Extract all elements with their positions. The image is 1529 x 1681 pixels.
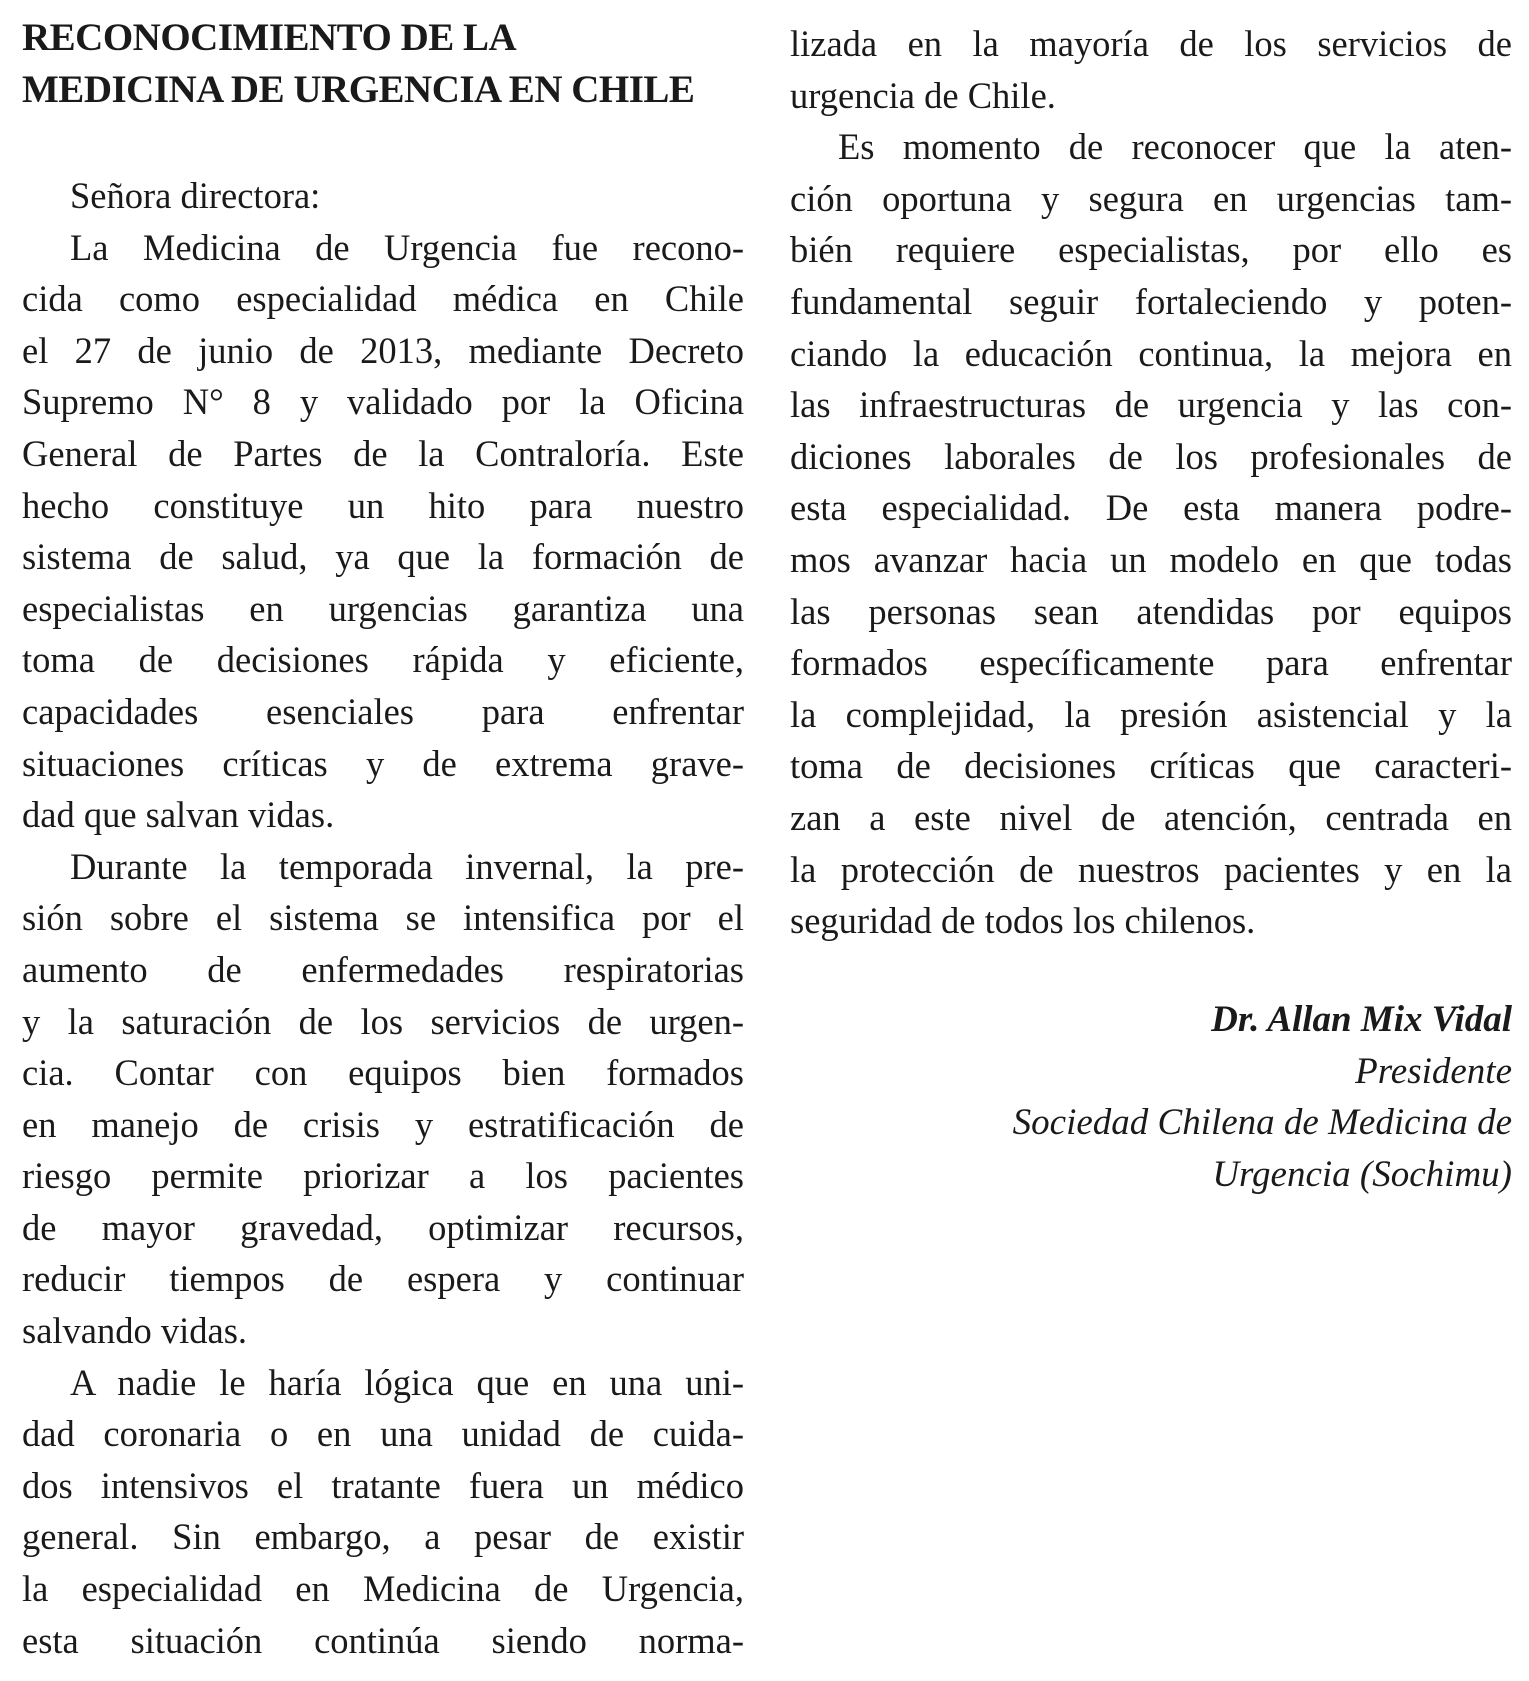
signature-org-line-1: Sociedad Chilena de Medicina de: [1012, 1102, 1512, 1144]
text-line: fundamental seguir fortaleciendo y poten-: [790, 280, 1512, 322]
text-line: las personas sean atendidas por equipos: [790, 590, 1512, 632]
text-line: seguridad de todos los chilenos.: [790, 900, 1256, 942]
text-line: Señora directora:: [70, 175, 321, 216]
text-line: formados específicamente para enfrentar: [790, 642, 1512, 684]
text-line: mos avanzar hacia un modelo en que todas: [790, 538, 1512, 580]
text-line: esta situación continúa siendo norma-: [22, 1619, 744, 1661]
text-line: toma de decisiones críticas que caracteri-: [790, 745, 1512, 787]
text-line: dad coronaria o en una unidad de cuida-: [22, 1413, 744, 1455]
signature-org-line-2: Urgencia (Sochimu): [1212, 1153, 1512, 1195]
text-line: situaciones críticas y de extrema grave-: [22, 742, 744, 784]
text-line: General de Partes de la Contraloría. Este: [22, 432, 744, 474]
text-line: aumento de enfermedades respiratorias: [22, 948, 744, 990]
text-line: y la saturación de los servicios de urgen-: [22, 1000, 744, 1042]
text-line: Supremo N° 8 y validado por la Oficina: [22, 381, 744, 423]
text-line: toma de decisiones rápida y eficiente,: [22, 639, 744, 681]
text-line: de mayor gravedad, optimizar recursos,: [22, 1206, 744, 1248]
text-line: sistema de salud, ya que la formación de: [22, 536, 744, 578]
text-line: la protección de nuestros pacientes y en la: [790, 848, 1512, 890]
text-line: las infraestructuras de urgencia y las con-: [790, 384, 1512, 426]
text-line: especialistas en urgencias garantiza una: [22, 587, 744, 629]
text-line: Durante la temporada invernal, la pre-: [70, 845, 744, 887]
text-line: cia. Contar con equipos bien formados: [22, 1052, 744, 1094]
headline-line-2: MEDICINA DE URGENCIA EN CHILE: [22, 68, 695, 111]
text-line: diciones laborales de los profesionales de: [790, 435, 1512, 477]
signature-role: Presidente: [1355, 1050, 1512, 1092]
text-line: ciando la educación continua, la mejora en: [790, 332, 1512, 374]
text-line: urgencia de Chile.: [790, 74, 1056, 116]
text-line: reducir tiempos de espera y continuar: [22, 1258, 744, 1300]
text-line: lizada en la mayoría de los servicios de: [790, 23, 1512, 64]
text-line: Es momento de reconocer que la aten-: [838, 126, 1512, 168]
text-line: la complejidad, la presión asistencial y la: [790, 693, 1512, 735]
text-line: esta especialidad. De esta manera podre-: [790, 487, 1512, 529]
text-line: zan a este nivel de atención, centrada en: [790, 796, 1512, 838]
signature-block: [790, 994, 1512, 1200]
text-line: ción oportuna y segura en urgencias tam-: [790, 177, 1512, 219]
left-column-text: [22, 170, 744, 1666]
headline: [22, 12, 744, 116]
text-line: general. Sin embargo, a pesar de existir: [22, 1516, 744, 1558]
text-line: la especialidad en Medicina de Urgencia,: [22, 1568, 744, 1610]
right-column-text: [790, 18, 1512, 947]
text-line: en manejo de crisis y estratificación de: [22, 1103, 744, 1145]
text-line: hecho constituye un hito para nuestro: [22, 484, 744, 526]
text-line: dad que salvan vidas.: [22, 794, 335, 836]
text-line: sión sobre el sistema se intensifica por el: [22, 897, 744, 939]
headline-line-1: RECONOCIMIENTO DE LA: [22, 16, 517, 59]
text-line: capacidades esenciales para enfrentar: [22, 690, 744, 732]
text-line: salvando vidas.: [22, 1310, 248, 1352]
text-line: el 27 de junio de 2013, mediante Decreto: [22, 329, 744, 371]
text-line: La Medicina de Urgencia fue recono-: [70, 226, 744, 268]
text-line: riesgo permite priorizar a los pacientes: [22, 1155, 744, 1197]
text-line: A nadie le haría lógica que en una uni-: [70, 1361, 744, 1403]
signature-name: Dr. Allan Mix Vidal: [1211, 999, 1512, 1040]
text-line: cida como especialidad médica en Chile: [22, 278, 744, 320]
text-line: bién requiere especialistas, por ello es: [790, 229, 1512, 271]
text-line: dos intensivos el tratante fuera un médico: [22, 1464, 744, 1506]
